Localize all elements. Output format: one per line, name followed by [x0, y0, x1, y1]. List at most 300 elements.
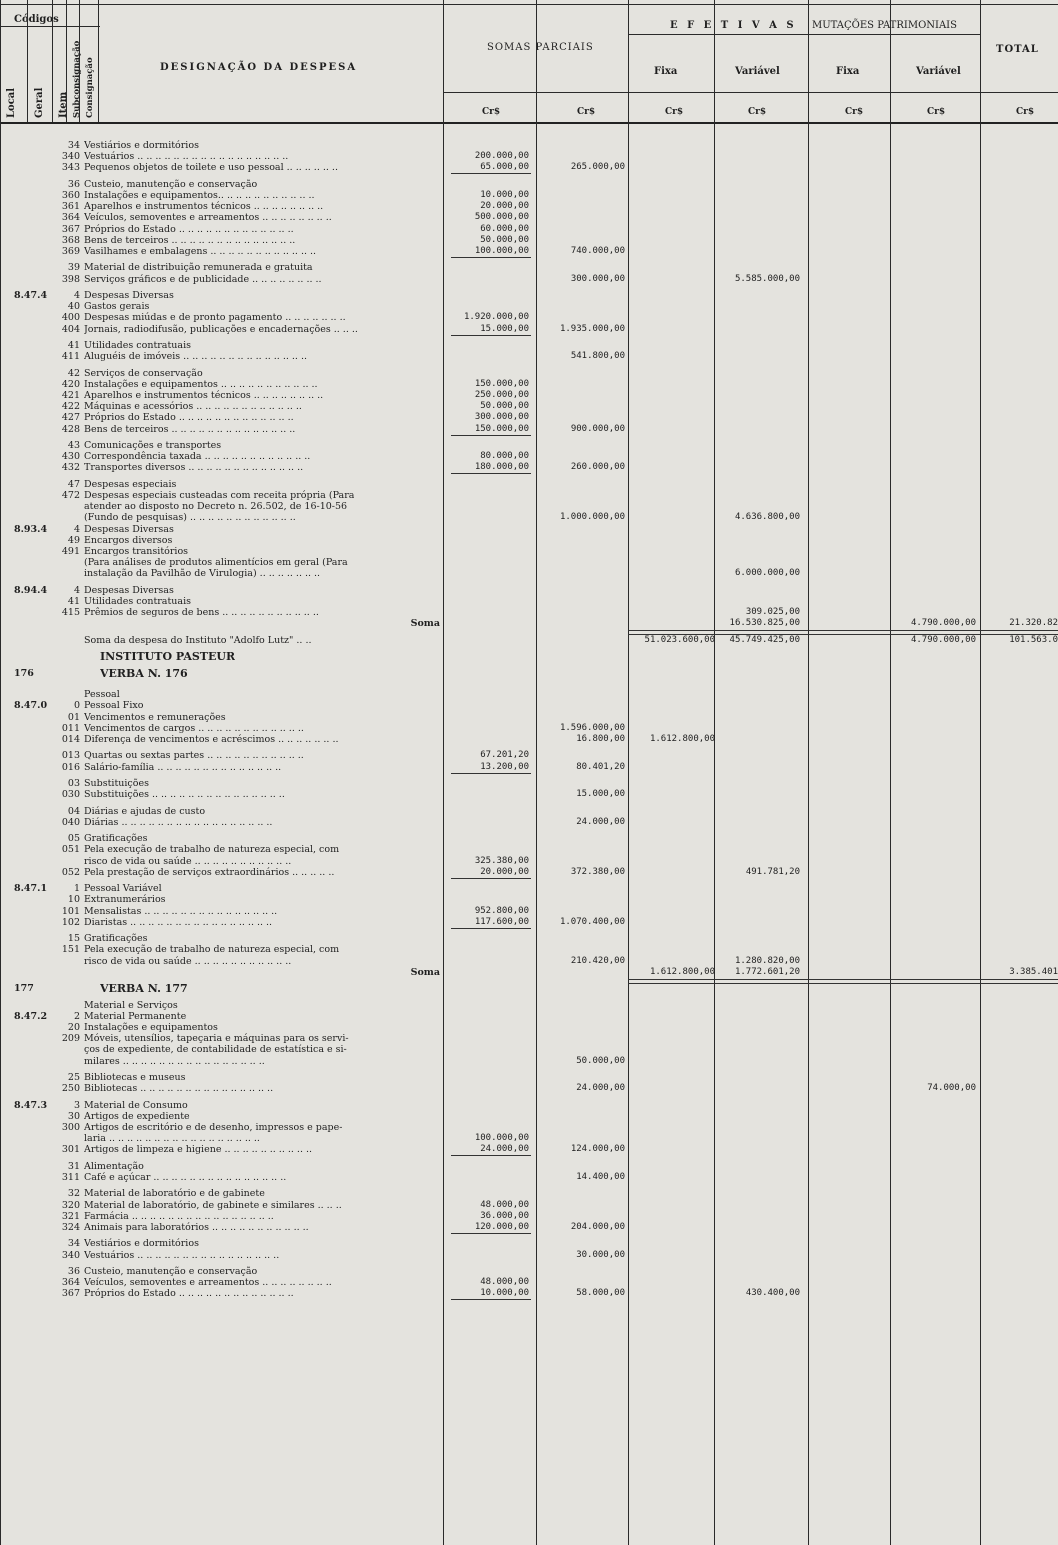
row-amount-c2: 30.000,00 — [576, 1249, 625, 1260]
row-local-code: 8.94.4 — [14, 584, 48, 596]
row-amount-c6: 4.790.000,00 — [910, 634, 976, 645]
table-row — [0, 651, 1058, 662]
row-description: Soma — [410, 618, 440, 630]
row-amount-c3: 1.612.800,00 — [649, 966, 715, 977]
table-row — [0, 933, 1058, 944]
subtotal-rule — [451, 1233, 531, 1234]
top-rule — [0, 4, 1058, 5]
row-code: 367 — [61, 1288, 80, 1300]
designacao-label: DESIGNAÇÃO DA DESPESA — [160, 62, 358, 73]
row-amount-c2: 1.935.000,00 — [559, 323, 625, 334]
codigos-rule — [0, 26, 100, 27]
item-label: Item — [58, 91, 69, 118]
row-amount-c2: 300.000,00 — [570, 273, 625, 284]
row-description: Vencimentos e remunerações — [84, 711, 226, 723]
row-amount-c2: 740.000,00 — [570, 246, 625, 256]
row-local-code: 8.93.4 — [14, 523, 48, 535]
currency-c7: Cr$ — [1016, 107, 1035, 117]
row-code: 324 — [61, 1222, 80, 1233]
row-description: Correspondência taxada .. .. .. .. .. .. .. .. .. .. .. .. — [84, 451, 311, 463]
row-description: Vencimentos de cargos .. .. .. .. .. .. .. .. .. .. .. .. — [84, 722, 304, 734]
row-code: 20 — [67, 1022, 80, 1033]
table-row — [0, 1033, 1058, 1044]
table-row — [0, 246, 1058, 257]
row-description: Quartas ou sextas partes .. .. .. .. .. .. .. .. .. .. .. — [84, 750, 304, 762]
row-code: 04 — [67, 805, 80, 817]
row-description: Soma — [410, 966, 440, 978]
row-amount-c1: 250.000,00 — [474, 390, 529, 400]
col-line-item — [66, 0, 67, 122]
table-row — [0, 312, 1058, 323]
row-code: 42 — [67, 367, 80, 379]
efetivas-rule — [628, 34, 980, 35]
row-description: Salário-família .. .. .. .. .. .. .. .. .. .. .. .. .. .. — [84, 761, 282, 773]
col-line-cons — [98, 0, 99, 122]
table-row — [0, 546, 1058, 557]
table-row — [0, 1000, 1058, 1011]
row-amount-c1: 10.000,00 — [480, 190, 529, 200]
row-code: 49 — [67, 534, 80, 546]
table-row — [0, 1144, 1058, 1155]
row-description: Encargos transitórios — [84, 546, 189, 557]
row-description: Bibliotecas .. .. .. .. .. .. .. .. .. .. .. .. .. .. .. — [84, 1083, 274, 1095]
row-description: Despesas Diversas — [84, 290, 174, 301]
table-row — [0, 1083, 1058, 1094]
row-code: 369 — [61, 246, 80, 257]
table-row — [0, 535, 1058, 546]
row-code: 15 — [67, 933, 80, 945]
row-description: Vasilhames e embalagens .. .. .. .. .. .. .. .. .. .. .. .. — [84, 246, 317, 257]
row-amount-c1: 20.000,00 — [480, 201, 529, 212]
table-row — [0, 906, 1058, 917]
row-description: Pessoal Variável — [84, 883, 162, 895]
table-row — [0, 290, 1058, 301]
row-code: 427 — [61, 412, 80, 424]
row-description: Próprios do Estado .. .. .. .. .. .. .. .. .. .. .. .. .. — [84, 412, 294, 424]
row-code: 101 — [61, 905, 80, 917]
row-description: Material de laboratório e de gabinete — [84, 1188, 265, 1200]
row-amount-c2: 900.000,00 — [570, 423, 625, 434]
row-code: 491 — [61, 546, 80, 557]
table-row — [0, 424, 1058, 435]
table-row — [0, 462, 1058, 473]
row-code: 300 — [61, 1122, 80, 1133]
row-code: 421 — [61, 390, 80, 401]
row-description: Despesas especiais custeadas com receita própria (Para — [84, 490, 355, 501]
table-row — [0, 635, 1058, 646]
row-description: Aparelhos e instrumentos técnicos .. .. .. .. .. .. .. .. — [84, 390, 324, 401]
somas-parciais-label: SOMAS PARCIAIS — [487, 42, 594, 53]
row-description: Farmácia .. .. .. .. .. .. .. .. .. .. .. .. .. .. .. .. — [84, 1210, 274, 1222]
row-amount-c2: 15.000,00 — [576, 789, 625, 800]
row-description: Instalações e equipamentos.. .. .. .. .. .. .. .. .. .. .. — [84, 190, 315, 201]
row-description: VERBA N. 177 — [100, 983, 188, 995]
row-amount-c4: 1.280.820,00 — [734, 955, 800, 966]
subtotal-rule — [451, 173, 531, 174]
row-amount-c2: 50.000,00 — [576, 1055, 625, 1066]
row-code: 32 — [67, 1188, 80, 1200]
row-amount-c2: 80.401,20 — [576, 761, 625, 772]
row-code: 47 — [67, 478, 80, 490]
subtotal-rule — [451, 1299, 531, 1300]
row-description: Jornais, radiodifusão, publicações e encadernações .. .. .. — [84, 323, 358, 335]
table-row — [0, 274, 1058, 285]
table-row — [0, 568, 1058, 579]
table-row — [0, 1250, 1058, 1261]
row-description: Pela execução de trabalho de natureza especial, com — [84, 844, 340, 856]
table-row — [0, 235, 1058, 246]
row-amount-c2: 24.000,00 — [576, 1083, 625, 1094]
row-description: Pela execução de trabalho de natureza especial, com — [84, 944, 340, 956]
row-amount-c2: 541.800,00 — [570, 351, 625, 362]
row-code: 432 — [61, 462, 80, 474]
table-row — [0, 1161, 1058, 1172]
row-description: Instalações e equipamentos .. .. .. .. .. .. .. .. .. .. .. — [84, 378, 318, 390]
row-description: Substituições — [84, 778, 149, 789]
table-row — [0, 1172, 1058, 1183]
row-description: Pequenos objetos de toilete e uso pessoal .. .. .. .. .. .. — [84, 162, 338, 174]
table-row — [0, 956, 1058, 967]
row-description: instalação da Pavilhão de Virulogia) .. .. .. .. .. .. .. — [84, 568, 321, 580]
row-description: Substituições .. .. .. .. .. .. .. .. .. .. .. .. .. .. .. — [84, 789, 285, 801]
row-amount-c1: 50.000,00 — [480, 401, 529, 412]
row-description: Pessoal — [84, 689, 120, 701]
row-code: 102 — [61, 916, 80, 928]
table-row — [0, 1122, 1058, 1133]
row-amount-c2: 265.000,00 — [570, 162, 625, 173]
row-code: 400 — [61, 312, 80, 324]
table-row — [0, 1056, 1058, 1067]
row-amount-c2: 260.000,00 — [570, 462, 625, 473]
table-row — [0, 501, 1058, 512]
row-description: Artigos de expediente — [84, 1110, 190, 1122]
row-description: VERBA N. 176 — [100, 667, 188, 679]
table-row — [0, 451, 1058, 462]
table-row — [0, 712, 1058, 723]
row-code: 1 — [73, 883, 80, 895]
col-line-sub — [79, 0, 80, 122]
subtotal-rule — [451, 878, 531, 879]
table-row — [0, 596, 1058, 607]
row-code: 30 — [67, 1110, 80, 1122]
row-local-code: 176 — [14, 667, 34, 679]
row-description: Despesas especiais — [84, 478, 177, 490]
table-row — [0, 1072, 1058, 1083]
table-row — [0, 212, 1058, 223]
row-description: Instalações e equipamentos — [84, 1022, 218, 1033]
row-code: 016 — [61, 761, 80, 773]
row-amount-c1: 117.600,00 — [474, 916, 529, 927]
row-amount-c1: 100.000,00 — [474, 1133, 529, 1144]
table-row — [0, 379, 1058, 390]
row-amount-c1: 80.000,00 — [480, 451, 529, 462]
row-description: Diaristas .. .. .. .. .. .. .. .. .. .. .. .. .. .. .. .. — [84, 916, 273, 928]
row-amount-c6: 4.790.000,00 — [910, 618, 976, 629]
table-row — [0, 1211, 1058, 1222]
row-amount-c2: 1.070.400,00 — [559, 916, 625, 927]
table-row — [0, 856, 1058, 867]
row-description: INSTITUTO PASTEUR — [100, 651, 236, 663]
row-description: Móveis, utensílios, tapeçaria e máquinas para os servi- — [84, 1033, 349, 1045]
row-amount-c7: 101.563.0 — [1009, 634, 1058, 645]
currency-c2: Cr$ — [577, 107, 596, 117]
row-code: 41 — [67, 596, 80, 607]
row-description: Vestuários .. .. .. .. .. .. .. .. .. .. .. .. .. .. .. .. — [84, 1249, 280, 1261]
row-description: Material de laboratório, de gabinete e similares .. .. .. — [84, 1199, 342, 1211]
row-code: 25 — [67, 1072, 80, 1083]
table-row — [0, 140, 1058, 151]
table-row — [0, 1288, 1058, 1299]
row-amount-c3: 1.612.800,00 — [649, 734, 715, 744]
geral-label: Geral — [34, 87, 45, 118]
table-row — [0, 723, 1058, 734]
row-amount-c1: 60.000,00 — [480, 223, 529, 234]
row-code: 0 — [73, 700, 80, 712]
row-description: Pessoal Fixo — [84, 700, 144, 712]
table-row — [0, 607, 1058, 618]
table-row — [0, 557, 1058, 568]
row-amount-c1: 13.200,00 — [480, 761, 529, 772]
table-row — [0, 190, 1058, 201]
row-amount-c4: 1.772.601,20 — [734, 966, 800, 977]
row-code: 415 — [61, 607, 80, 619]
table-row — [0, 301, 1058, 312]
row-code: 340 — [61, 1249, 80, 1261]
row-amount-c7: 21.320.82 — [1009, 618, 1058, 629]
col-line-geral — [52, 0, 53, 122]
row-description: Custeio, manutenção e conservação — [84, 1266, 258, 1277]
currency-c5: Cr$ — [845, 107, 864, 117]
row-code: 301 — [61, 1144, 80, 1156]
row-code: 03 — [67, 778, 80, 789]
row-code: 051 — [61, 844, 80, 856]
row-description: (Para análises de produtos alimentícios em geral (Para — [84, 557, 348, 569]
row-code: 4 — [73, 290, 80, 301]
row-amount-c1: 150.000,00 — [474, 378, 529, 389]
row-amount-c1: 952.800,00 — [474, 905, 529, 916]
table-row — [0, 1222, 1058, 1233]
row-code: 398 — [61, 273, 80, 285]
row-amount-c1: 10.000,00 — [480, 1288, 529, 1299]
table-row — [0, 340, 1058, 351]
table-row — [0, 401, 1058, 412]
table-row — [0, 778, 1058, 789]
row-code: 31 — [67, 1160, 80, 1172]
local-label: Local — [6, 87, 17, 118]
row-code: 151 — [61, 944, 80, 956]
row-description: Veículos, semoventes e arreamentos .. .. .. .. .. .. .. .. — [84, 212, 332, 224]
row-code: 428 — [61, 423, 80, 435]
row-amount-c7: 3.385.401 — [1009, 966, 1058, 977]
table-row — [0, 1100, 1058, 1111]
mutacoes-fixa-label: Fixa — [836, 66, 860, 77]
row-description: laria .. .. .. .. .. .. .. .. .. .. .. .. .. .. .. .. .. — [84, 1133, 260, 1145]
row-description: Diárias e ajudas de custo — [84, 805, 206, 817]
row-amount-c2: 14.400,00 — [576, 1172, 625, 1182]
row-amount-c2: 210.420,00 — [570, 955, 625, 966]
row-amount-c1: 325.380,00 — [474, 855, 529, 866]
row-description: Bibliotecas e museus — [84, 1072, 186, 1083]
row-description: Diárias .. .. .. .. .. .. .. .. .. .. .. .. .. .. .. .. .. — [84, 816, 273, 828]
row-code: 34 — [67, 1238, 80, 1250]
row-amount-c1: 120.000,00 — [474, 1222, 529, 1232]
row-amount-c1: 48.000,00 — [480, 1277, 529, 1288]
table-row — [0, 479, 1058, 490]
row-code: 320 — [61, 1199, 80, 1211]
row-description: Vestiários e dormitórios — [84, 140, 199, 151]
table-row — [0, 324, 1058, 335]
row-code: 36 — [67, 178, 80, 190]
row-code: 36 — [67, 1266, 80, 1277]
row-amount-c1: 15.000,00 — [480, 323, 529, 334]
table-row — [0, 351, 1058, 362]
table-row — [0, 1111, 1058, 1122]
row-description: Animais para laboratórios .. .. .. .. .. .. .. .. .. .. .. — [84, 1222, 309, 1233]
row-amount-c2: 58.000,00 — [576, 1288, 625, 1299]
table-row — [0, 1200, 1058, 1211]
table-row — [0, 262, 1058, 273]
table-row — [0, 689, 1058, 700]
row-description: Bens de terceiros .. .. .. .. .. .. .. .. .. .. .. .. .. .. — [84, 234, 296, 246]
row-description: Material e Serviços — [84, 999, 178, 1011]
table-row — [0, 618, 1058, 629]
row-description: Transportes diversos .. .. .. .. .. .. .. .. .. .. .. .. .. — [84, 462, 304, 474]
table-row — [0, 894, 1058, 905]
row-code: 01 — [67, 711, 80, 723]
row-amount-c2: 16.800,00 — [576, 734, 625, 744]
row-code: 420 — [61, 378, 80, 390]
row-amount-c6: 74.000,00 — [927, 1083, 976, 1094]
row-code: 011 — [61, 722, 80, 734]
table-header — [0, 0, 1058, 124]
row-code: 430 — [61, 451, 80, 463]
row-amount-c4: 45.749.425,00 — [729, 634, 800, 645]
table-row — [0, 524, 1058, 535]
row-description: Gastos gerais — [84, 301, 150, 313]
table-row — [0, 1022, 1058, 1033]
subtotal-rule — [451, 473, 531, 474]
row-description: Bens de terceiros .. .. .. .. .. .. .. .. .. .. .. .. .. .. — [84, 423, 296, 435]
row-amount-c1: 100.000,00 — [474, 246, 529, 256]
row-code: 422 — [61, 401, 80, 413]
row-description: Café e açúcar .. .. .. .. .. .. .. .. .. .. .. .. .. .. .. — [84, 1172, 287, 1183]
table-row — [0, 750, 1058, 761]
table-row — [0, 967, 1058, 978]
table-row — [0, 917, 1058, 928]
row-description: Comunicações e transportes — [84, 440, 222, 451]
row-amount-c1: 24.000,00 — [480, 1144, 529, 1155]
table-row — [0, 1277, 1058, 1288]
table-row — [0, 806, 1058, 817]
row-code: 343 — [61, 162, 80, 174]
row-amount-c1: 20.000,00 — [480, 866, 529, 877]
row-code: 014 — [61, 734, 80, 745]
row-code: 030 — [61, 789, 80, 801]
row-description: Despesas Diversas — [84, 584, 174, 596]
row-description: Vestuários .. .. .. .. .. .. .. .. .. .. .. .. .. .. .. .. .. — [84, 151, 289, 163]
table-row — [0, 833, 1058, 844]
row-code: 311 — [61, 1172, 80, 1183]
codigos-label: Códigos — [14, 14, 59, 25]
currency-c6: Cr$ — [927, 107, 946, 117]
subtotal-rule — [451, 435, 531, 436]
row-amount-c3: 51.023.600,00 — [644, 634, 715, 645]
row-local-code: 8.47.0 — [14, 700, 48, 712]
table-row — [0, 179, 1058, 190]
row-amount-c1: 65.000,00 — [480, 162, 529, 173]
row-description: Material de Consumo — [84, 1099, 188, 1111]
mutacoes-label: MUTAÇÕES PATRIMONIAIS — [812, 20, 957, 31]
row-amount-c1: 300.000,00 — [474, 412, 529, 423]
row-description: Utilidades contratuais — [84, 340, 191, 351]
row-description: Prêmios de seguros de bens .. .. .. .. .. .. .. .. .. .. .. — [84, 607, 319, 619]
table-row — [0, 734, 1058, 745]
row-code: 41 — [67, 340, 80, 351]
row-code: 360 — [61, 190, 80, 201]
row-description: Gratificações — [84, 933, 148, 945]
row-code: 013 — [61, 750, 80, 762]
table-row — [0, 867, 1058, 878]
subtotal-rule — [451, 1155, 531, 1156]
row-description: risco de vida ou saúde .. .. .. .. .. .. .. .. .. .. .. — [84, 855, 292, 867]
mutacoes-variavel-label: Variável — [916, 66, 961, 77]
row-amount-c4: 309.025,00 — [745, 607, 800, 618]
row-description: Material Permanente — [84, 1010, 187, 1022]
table-row — [0, 1133, 1058, 1144]
row-description: Serviços de conservação — [84, 367, 203, 379]
row-description: (Fundo de pesquisas) .. .. .. .. .. .. .. .. .. .. .. .. — [84, 512, 296, 524]
row-description: Alimentação — [84, 1160, 144, 1172]
table-row — [0, 162, 1058, 173]
efetivas-variavel-label: Variável — [735, 66, 780, 77]
efetivas-fixa-label: Fixa — [654, 66, 678, 77]
row-amount-c4: 430.400,00 — [745, 1288, 800, 1299]
row-description: Artigos de limpeza e higiene .. .. .. .. .. .. .. .. .. .. — [84, 1144, 313, 1156]
row-description: Material de distribuição remunerada e gratuita — [84, 262, 313, 274]
row-description: Mensalistas .. .. .. .. .. .. .. .. .. .. .. .. .. .. .. — [84, 905, 278, 917]
row-code: 39 — [67, 262, 80, 274]
table-row — [0, 412, 1058, 423]
row-code: 3 — [73, 1099, 80, 1111]
row-description: Pela prestação de serviços extraordinários .. .. .. .. .. — [84, 866, 335, 878]
table-row — [0, 201, 1058, 212]
row-code: 34 — [67, 140, 80, 151]
table-row — [0, 368, 1058, 379]
row-amount-c1: 180.000,00 — [474, 462, 529, 473]
row-local-code: 8.47.3 — [14, 1099, 48, 1111]
table-row — [0, 817, 1058, 828]
row-description: Próprios do Estado .. .. .. .. .. .. .. .. .. .. .. .. .. — [84, 223, 294, 235]
row-amount-c1: 36.000,00 — [480, 1210, 529, 1221]
row-code: 367 — [61, 223, 80, 235]
row-description: Gratificações — [84, 833, 148, 845]
subtotal-rule — [451, 928, 531, 929]
row-amount-c2: 372.380,00 — [570, 866, 625, 877]
row-amount-c2: 1.596.000,00 — [559, 722, 625, 733]
row-local-code: 8.47.2 — [14, 1010, 48, 1022]
table-row — [0, 883, 1058, 894]
table-row — [0, 762, 1058, 773]
row-code: 250 — [61, 1083, 80, 1095]
row-code: 209 — [61, 1033, 80, 1045]
row-description: Aparelhos e instrumentos técnicos .. .. .. .. .. .. .. .. — [84, 201, 324, 213]
row-description: Vestiários e dormitórios — [84, 1238, 199, 1250]
row-description: Serviços gráficos e de publicidade .. .. .. .. .. .. .. .. — [84, 273, 322, 285]
col-line-local — [27, 0, 28, 122]
row-description: Máquinas e acessórios .. .. .. .. .. .. .. .. .. .. .. .. — [84, 401, 302, 413]
table-row — [0, 512, 1058, 523]
row-code: 340 — [61, 151, 80, 163]
